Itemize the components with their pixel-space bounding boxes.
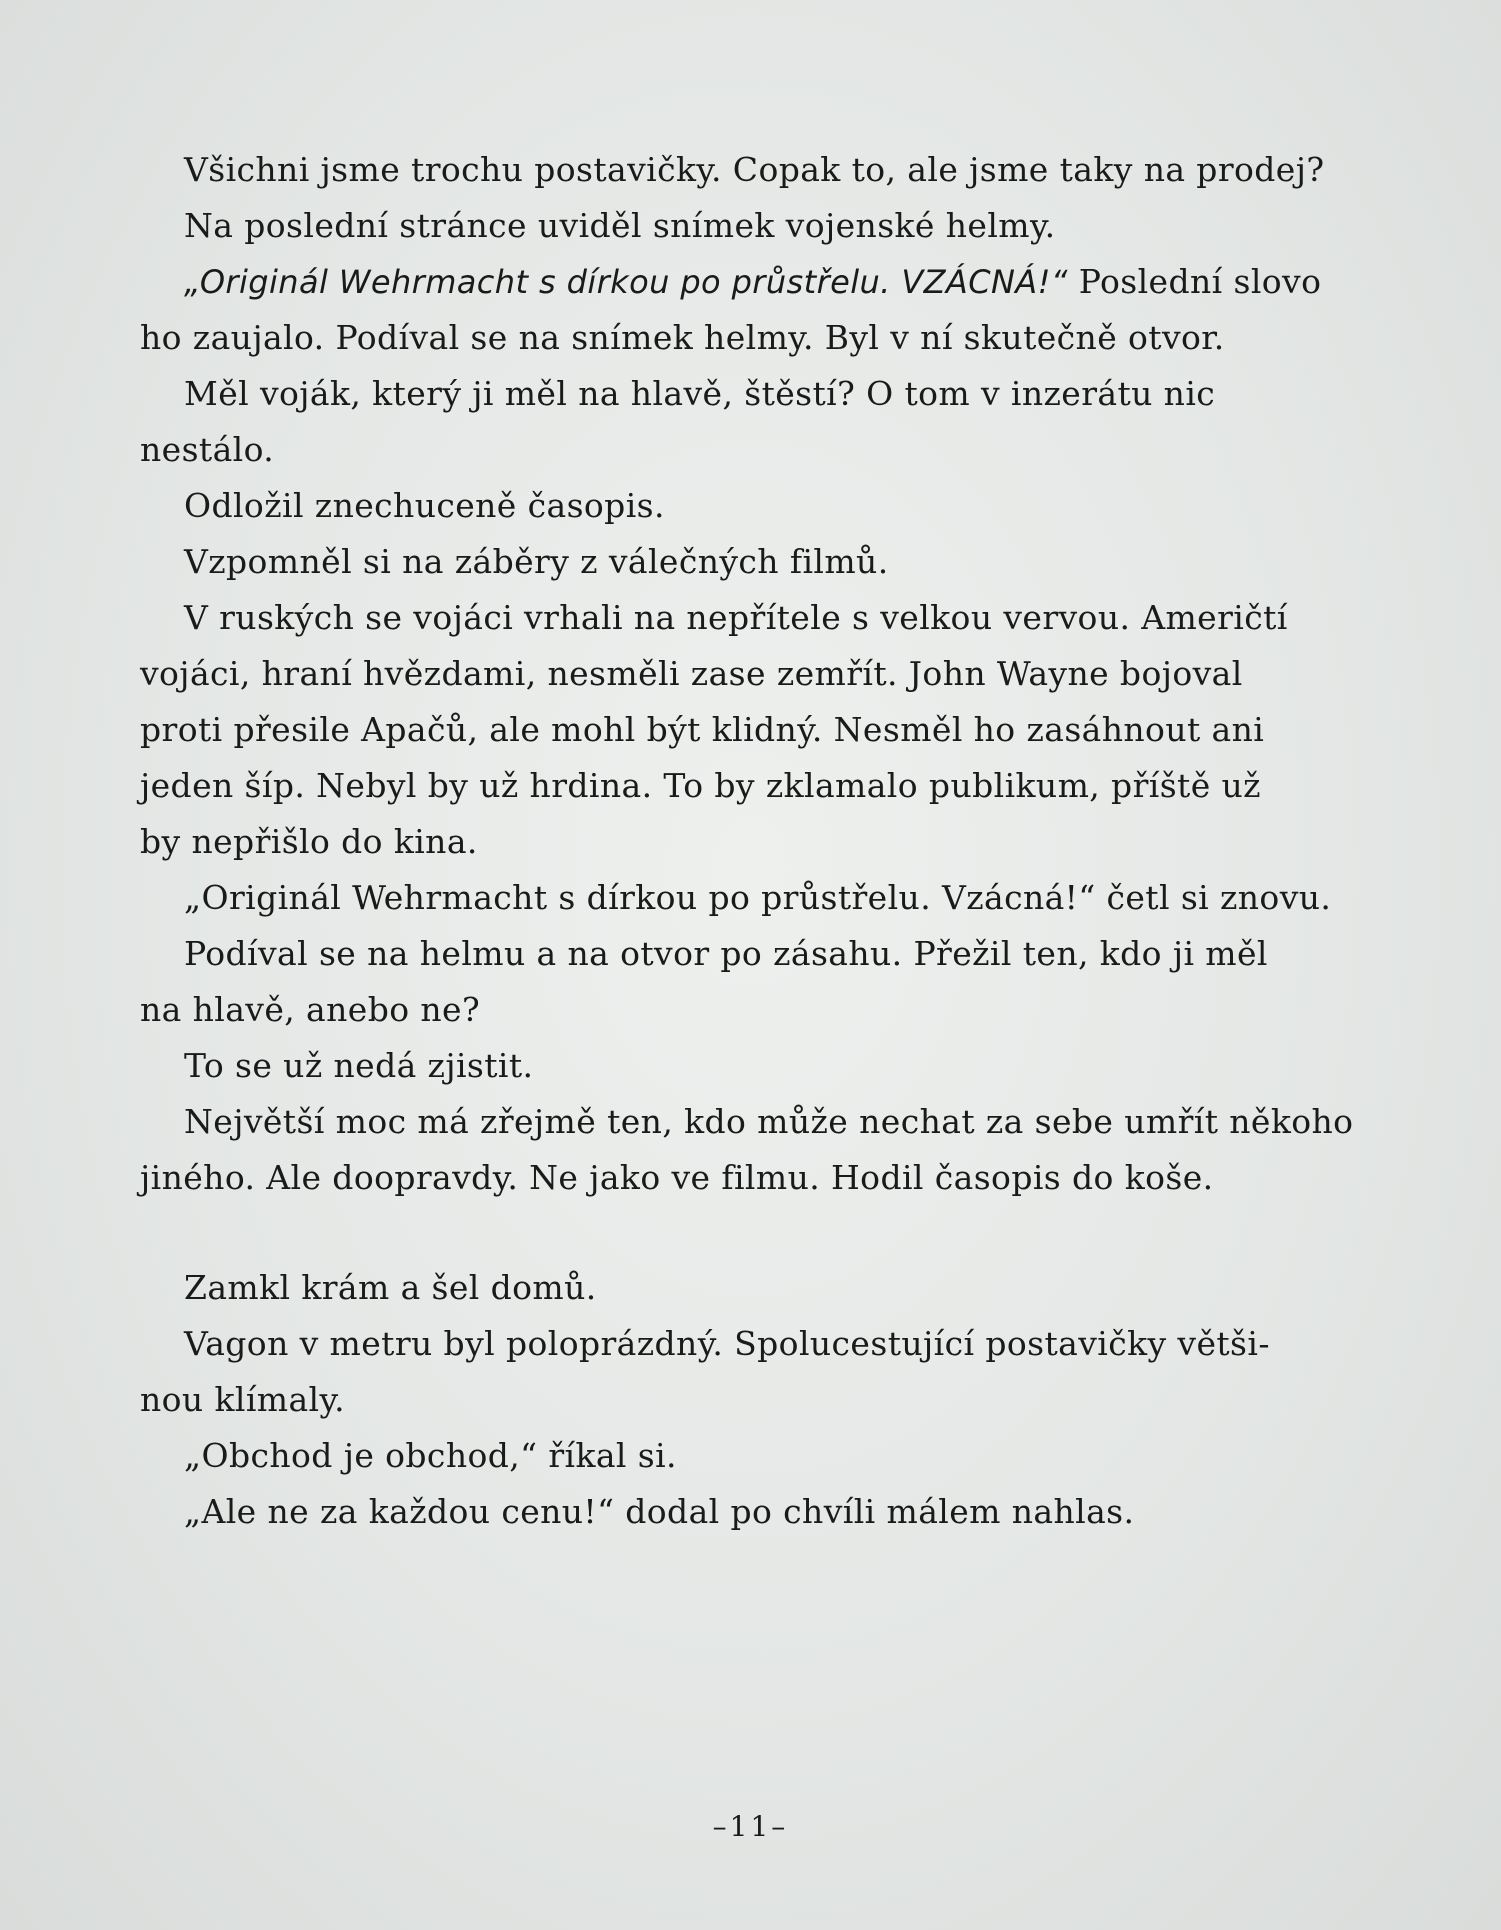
text-line: vojáci, hraní hvězdami, nesměli zase zemřít. John Wayne bojoval (140, 654, 1243, 693)
text-line: Podíval se na helmu a na otvor po zásahu. Přežil ten, kdo ji měl (184, 934, 1268, 973)
text-line: „Originál Wehrmacht s dírkou po průstřelu. Vzácná!“ četl si znovu. (184, 878, 1332, 917)
text-line: nestálo. (140, 430, 275, 469)
text-line: Odložil znechuceně časopis. (184, 486, 665, 525)
text-line: jeden šíp. Nebyl by už hrdina. To by zklamalo publikum, příště už (140, 766, 1261, 805)
text-line: Na poslední stránce uviděl snímek vojenské helmy. (184, 206, 1056, 245)
quoted-advert-italic: „Originál Wehrmacht s dírkou po průstřelu. VZÁCNÁ!“ (184, 263, 1068, 301)
text-line: Největší moc má zřejmě ten, kdo může nechat za sebe umřít někoho (184, 1102, 1354, 1141)
text-line: na hlavě, anebo ne? (140, 990, 481, 1029)
text-line: „Obchod je obchod,“ říkal si. (184, 1436, 677, 1475)
text-fragment: Poslední slovo (1078, 262, 1322, 301)
text-line: by nepřišlo do kina. (140, 822, 478, 861)
text-line: „Ale ne za každou cenu!“ dodal po chvíli málem nahlas. (184, 1492, 1135, 1531)
text-line: jiného. Ale doopravdy. Ne jako ve filmu. Hodil časopis do koše. (140, 1158, 1214, 1197)
text-line: Vzpomněl si na záběry z válečných filmů. (184, 542, 889, 581)
text-line: Všichni jsme trochu postavičky. Copak to, ale jsme taky na prodej? (184, 150, 1325, 189)
text-line: Zamkl krám a šel domů. (184, 1268, 597, 1307)
text-line: Měl voják, který ji měl na hlavě, štěstí? O tom v inzerátu nic (184, 374, 1216, 413)
text-line: Vagon v metru byl poloprázdný. Spolucestující postavičky větši- (184, 1324, 1270, 1363)
text-line: V ruských se vojáci vrhali na nepřítele s velkou vervou. Američtí (184, 598, 1288, 637)
text-line: proti přesile Apačů, ale mohl být klidný. Nesměl ho zasáhnout ani (140, 710, 1265, 749)
text-line: ho zaujalo. Podíval se na snímek helmy. Byl v ní skutečně otvor. (140, 318, 1225, 357)
text-line: To se už nedá zjistit. (184, 1046, 534, 1085)
page-number: –11– (712, 1810, 789, 1843)
text-line: nou klímaly. (140, 1380, 346, 1419)
text-line (184, 262, 1321, 302)
